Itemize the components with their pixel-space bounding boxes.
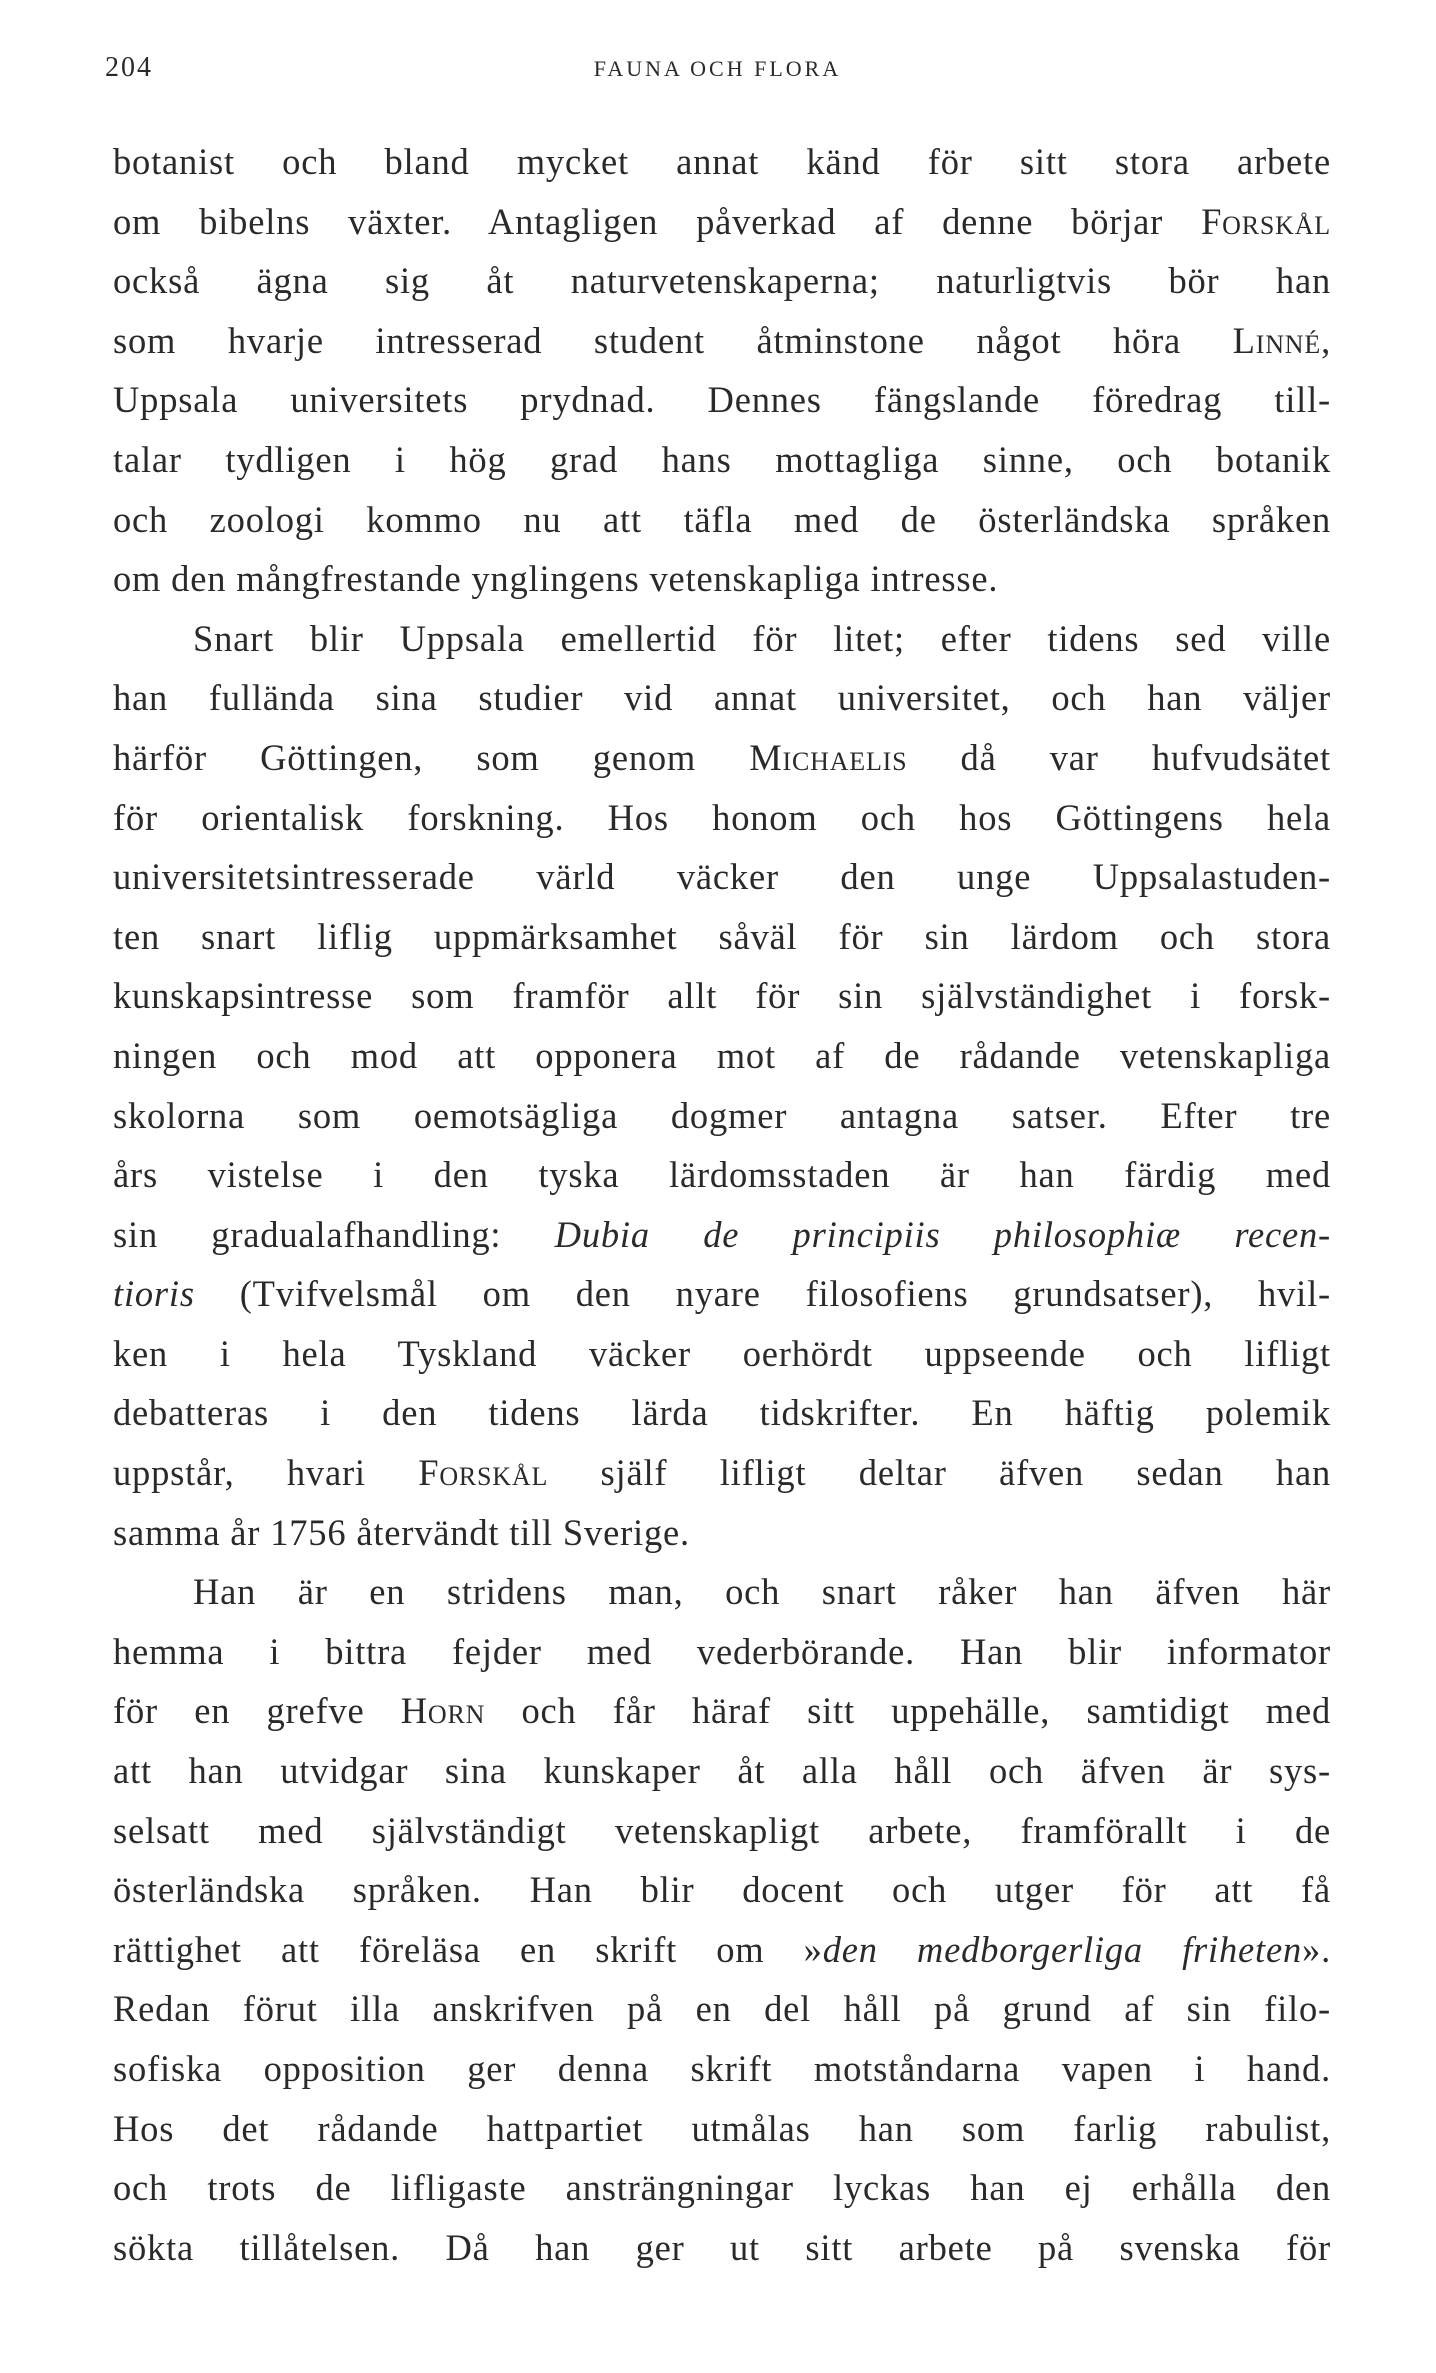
latin-title-italic: Dubia de principiis philosophiæ recen- [554,1213,1332,1255]
text-line: uppstår, hvari Forskål själf lifligt deltar äfven sedan han [113,1452,1331,1494]
text-line: han fullända sina studier vid annat universitet, och han väljer [113,677,1331,719]
text-line: tioris (Tvifvelsmål om den nyare filosofiens grundsatser), hvil- [113,1273,1331,1315]
title-italic: den medborgerliga friheten [822,1928,1303,1970]
name-smallcaps: Michaelis [749,736,908,778]
running-head: FAUNA OCH FLORA [593,56,842,81]
page-header [105,52,1330,92]
text-line: sökta tillåtelsen. Då han ger ut sitt arbete på svenska för [113,2226,1331,2268]
text-line: ten snart liflig uppmärksamhet såväl för sin lärdom och stora [113,915,1331,957]
text-line: och zoologi kommo nu att täfla med de österländska språken [113,498,1331,540]
text-line: österländska språken. Han blir docent och utger för att få [113,1869,1331,1911]
text-line: om den mångfrestande ynglingens vetenskapliga intresse. [113,558,999,600]
text-line: Uppsala universitets prydnad. Dennes fängslande föredrag till- [113,379,1331,421]
text-line: och trots de lifligaste ansträngningar lyckas han ej erhålla den [113,2167,1331,2209]
paragraph-start-line: Snart blir Uppsala emellertid för litet; efter tidens sed ville [193,617,1331,659]
text-line: Redan förut illa anskrifven på en del håll på grund af sin filo- [113,1988,1331,2030]
text-line: ningen och mod att opponera mot af de rådande vetenskapliga [113,1034,1331,1076]
text-line: talar tydligen i hög grad hans mottagliga sinne, och botanik [113,438,1331,480]
text-line: års vistelse i den tyska lärdomsstaden är han färdig med [113,1154,1331,1196]
text-line: att han utvidgar sina kunskaper åt alla håll och äfven är sys- [113,1750,1331,1792]
text-line: selsatt med självständigt vetenskapligt arbete, framförallt i de [113,1809,1331,1851]
text-line: också ägna sig åt naturvetenskaperna; naturligtvis bör han [113,260,1331,302]
text-line: härför Göttingen, som genom Michaelis då var hufvudsätet [113,736,1331,778]
text-line: skolorna som oemotsägliga dogmer antagna satser. Efter tre [113,1094,1331,1136]
text-line: för en grefve Horn och får häraf sitt uppehälle, samtidigt med [113,1690,1331,1732]
text-line: hemma i bittra fejder med vederbörande. Han blir informator [113,1630,1331,1672]
name-smallcaps: Linné [1232,319,1322,361]
body-text [113,132,1331,2277]
text-line: debatteras i den tidens lärda tidskrifter. En häftig polemik [113,1392,1331,1434]
text-line: universitetsintresserade värld väcker den unge Uppsalastuden- [113,856,1331,898]
text-line: för orientalisk forskning. Hos honom och hos Göttingens hela [113,796,1331,838]
text-line: kunskapsintresse som framför allt för sin självständighet i forsk- [113,975,1331,1017]
text-line: sin gradualafhandling: Dubia de principiis philosophiæ recen- [113,1213,1332,1255]
text-line: ken i hela Tyskland väcker oerhördt uppseende och lifligt [113,1332,1331,1374]
name-smallcaps: Forskål [1201,200,1331,242]
paragraph-start-line: Han är en stridens man, och snart råker han äfven här [193,1571,1331,1613]
page-number: 204 [105,52,153,83]
text-line: Hos det rådande hattpartiet utmålas han som farlig rabulist, [113,2107,1331,2149]
text-line: samma år 1756 återvändt till Sverige. [113,1511,690,1553]
text-line: rättighet att föreläsa en skrift om »den medborgerliga friheten». [113,1928,1331,1970]
text-line: botanist och bland mycket annat känd för sitt stora arbete [113,141,1331,182]
name-smallcaps: Horn [400,1690,486,1732]
name-smallcaps: Forskål [418,1452,549,1494]
latin-title-italic: tioris [113,1273,195,1315]
text-line: om bibelns växter. Antagligen påverkad af denne börjar Forskål [113,200,1331,242]
text-line: sofiska opposition ger denna skrift motståndarna vapen i hand. [113,2048,1331,2089]
text-line: som hvarje intresserad student åtminstone något höra Linné, [113,319,1331,361]
